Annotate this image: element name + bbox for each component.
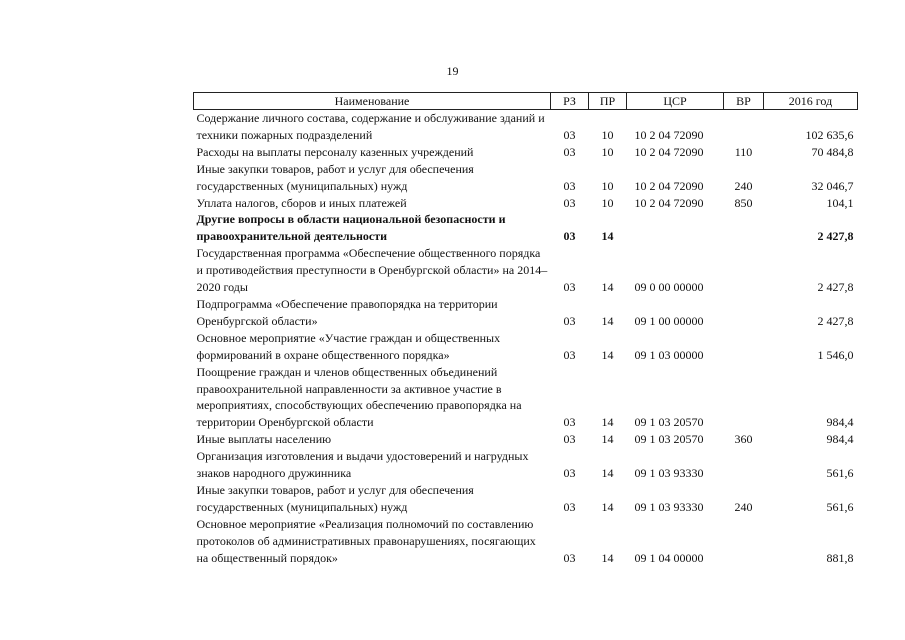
cell-sum: 2 427,8 (817, 229, 854, 244)
cell-rz: 03 (563, 347, 576, 362)
cell-rz: 03 (563, 195, 576, 210)
cell-rz: 03 (563, 432, 576, 447)
table-row (194, 144, 858, 161)
cell-rz: 03 (563, 280, 576, 295)
cell-name: Поощрение граждан и членов общественных объединений правоохранительной направленности за активное участие в мероприятиях, способствующих обеспечению правопорядка на территории Оренбургской области (196, 364, 522, 430)
header-rz: РЗ (551, 93, 589, 110)
table-body (194, 110, 858, 567)
cell-csr: 09 1 03 20570 (634, 415, 704, 430)
cell-vr (724, 110, 764, 144)
cell-pr: 14 (601, 466, 614, 481)
cell-sum: 70 484,8 (811, 144, 854, 159)
cell-csr: 09 1 03 00000 (634, 347, 704, 362)
cell-rz: 03 (563, 229, 576, 244)
cell-rz: 03 (563, 415, 576, 430)
cell-pr: 10 (601, 178, 614, 193)
table-row (194, 161, 858, 195)
header-csr: ЦСР (627, 93, 724, 110)
cell-sum: 984,4 (826, 432, 854, 447)
cell-name: Государственная программа «Обеспечение общественного порядка и противодействия преступности в Оренбургской области» на 2014–2020 годы (196, 246, 548, 295)
cell-csr: 09 0 00 00000 (634, 280, 704, 295)
cell-csr: 09 1 03 20570 (634, 432, 704, 447)
cell-name: Иные выплаты населению (196, 432, 332, 447)
cell-name: Организация изготовления и выдачи удостоверений и нагрудных знаков народного дружинника (196, 449, 529, 481)
cell-sum: 102 635,6 (805, 127, 854, 142)
cell-rz: 03 (563, 178, 576, 193)
page-number: 19 (446, 64, 459, 78)
cell-pr: 10 (601, 195, 614, 210)
cell-vr: 240 (734, 178, 753, 193)
cell-vr: 360 (734, 432, 753, 447)
header-pr: ПР (589, 93, 627, 110)
cell-pr: 14 (601, 499, 614, 514)
cell-name: Другие вопросы в области национальной безопасности и правоохранительной деятельности (196, 212, 506, 244)
budget-table (193, 92, 858, 566)
cell-sum: 984,4 (826, 415, 854, 430)
cell-vr: 850 (734, 195, 753, 210)
cell-sum: 561,6 (826, 466, 854, 481)
cell-vr: 240 (734, 499, 753, 514)
cell-csr: 09 1 00 00000 (634, 313, 704, 328)
cell-name: Основное мероприятие «Участие граждан и общественных формирований в охране общественного порядка» (196, 330, 501, 362)
cell-vr (724, 245, 764, 296)
cell-pr: 14 (601, 313, 614, 328)
cell-csr: 09 1 04 00000 (634, 550, 704, 565)
cell-name: Подпрограмма «Обеспечение правопорядка на территории Оренбургской области» (196, 296, 498, 328)
table-row (194, 516, 858, 567)
table-row (194, 296, 858, 330)
cell-sum: 32 046,7 (811, 178, 854, 193)
cell-rz: 03 (563, 550, 576, 565)
cell-name: Расходы на выплаты персоналу казенных учреждений (196, 144, 474, 159)
cell-pr: 14 (601, 432, 614, 447)
table-row (194, 482, 858, 516)
table-row (194, 448, 858, 482)
cell-name: Уплата налогов, сборов и иных платежей (196, 195, 407, 210)
cell-vr (724, 211, 764, 245)
table-header-row (194, 93, 858, 110)
header-name: Наименование (194, 93, 551, 110)
table-row (194, 330, 858, 364)
header-vr: ВР (724, 93, 764, 110)
cell-csr: 10 2 04 72090 (634, 144, 704, 159)
cell-sum: 561,6 (826, 499, 854, 514)
cell-csr: 10 2 04 72090 (634, 127, 704, 142)
table-row (194, 364, 858, 432)
cell-name: Иные закупки товаров, работ и услуг для обеспечения государственных (муниципальных) нужд (196, 482, 474, 514)
cell-csr: 09 1 03 93330 (634, 466, 704, 481)
cell-rz: 03 (563, 313, 576, 328)
cell-rz: 03 (563, 144, 576, 159)
cell-pr: 10 (601, 144, 614, 159)
cell-sum: 881,8 (826, 550, 854, 565)
cell-csr (627, 211, 724, 245)
cell-rz: 03 (563, 127, 576, 142)
table-row (194, 110, 858, 144)
cell-sum: 104,1 (826, 195, 854, 210)
cell-csr: 10 2 04 72090 (634, 178, 704, 193)
cell-vr (724, 296, 764, 330)
cell-name: Основное мероприятие «Реализация полномочий по составлению протоколов об административных правонарушениях, посягающих на общественный порядок» (196, 516, 536, 565)
table-row (194, 245, 858, 296)
table-row (194, 431, 858, 448)
table-row (194, 211, 858, 245)
cell-pr: 14 (601, 347, 614, 362)
header-sum: 2016 год (764, 93, 858, 110)
cell-pr: 14 (601, 229, 614, 244)
cell-name: Иные закупки товаров, работ и услуг для обеспечения государственных (муниципальных) нужд (196, 161, 474, 193)
cell-rz: 03 (563, 466, 576, 481)
cell-sum: 1 546,0 (817, 347, 854, 362)
cell-vr: 110 (734, 144, 753, 159)
cell-pr: 14 (601, 415, 614, 430)
cell-name: Содержание личного состава, содержание и обслуживание зданий и техники пожарных подразделений (196, 111, 545, 142)
cell-sum: 2 427,8 (817, 313, 854, 328)
cell-pr: 14 (601, 280, 614, 295)
cell-csr: 10 2 04 72090 (634, 195, 704, 210)
cell-pr: 10 (601, 127, 614, 142)
cell-vr (724, 330, 764, 364)
table-row (194, 195, 858, 212)
cell-vr (724, 516, 764, 567)
cell-pr: 14 (601, 550, 614, 565)
cell-vr (724, 364, 764, 432)
cell-vr (724, 448, 764, 482)
cell-csr: 09 1 03 93330 (634, 499, 704, 514)
cell-rz: 03 (563, 499, 576, 514)
cell-sum: 2 427,8 (817, 280, 854, 295)
